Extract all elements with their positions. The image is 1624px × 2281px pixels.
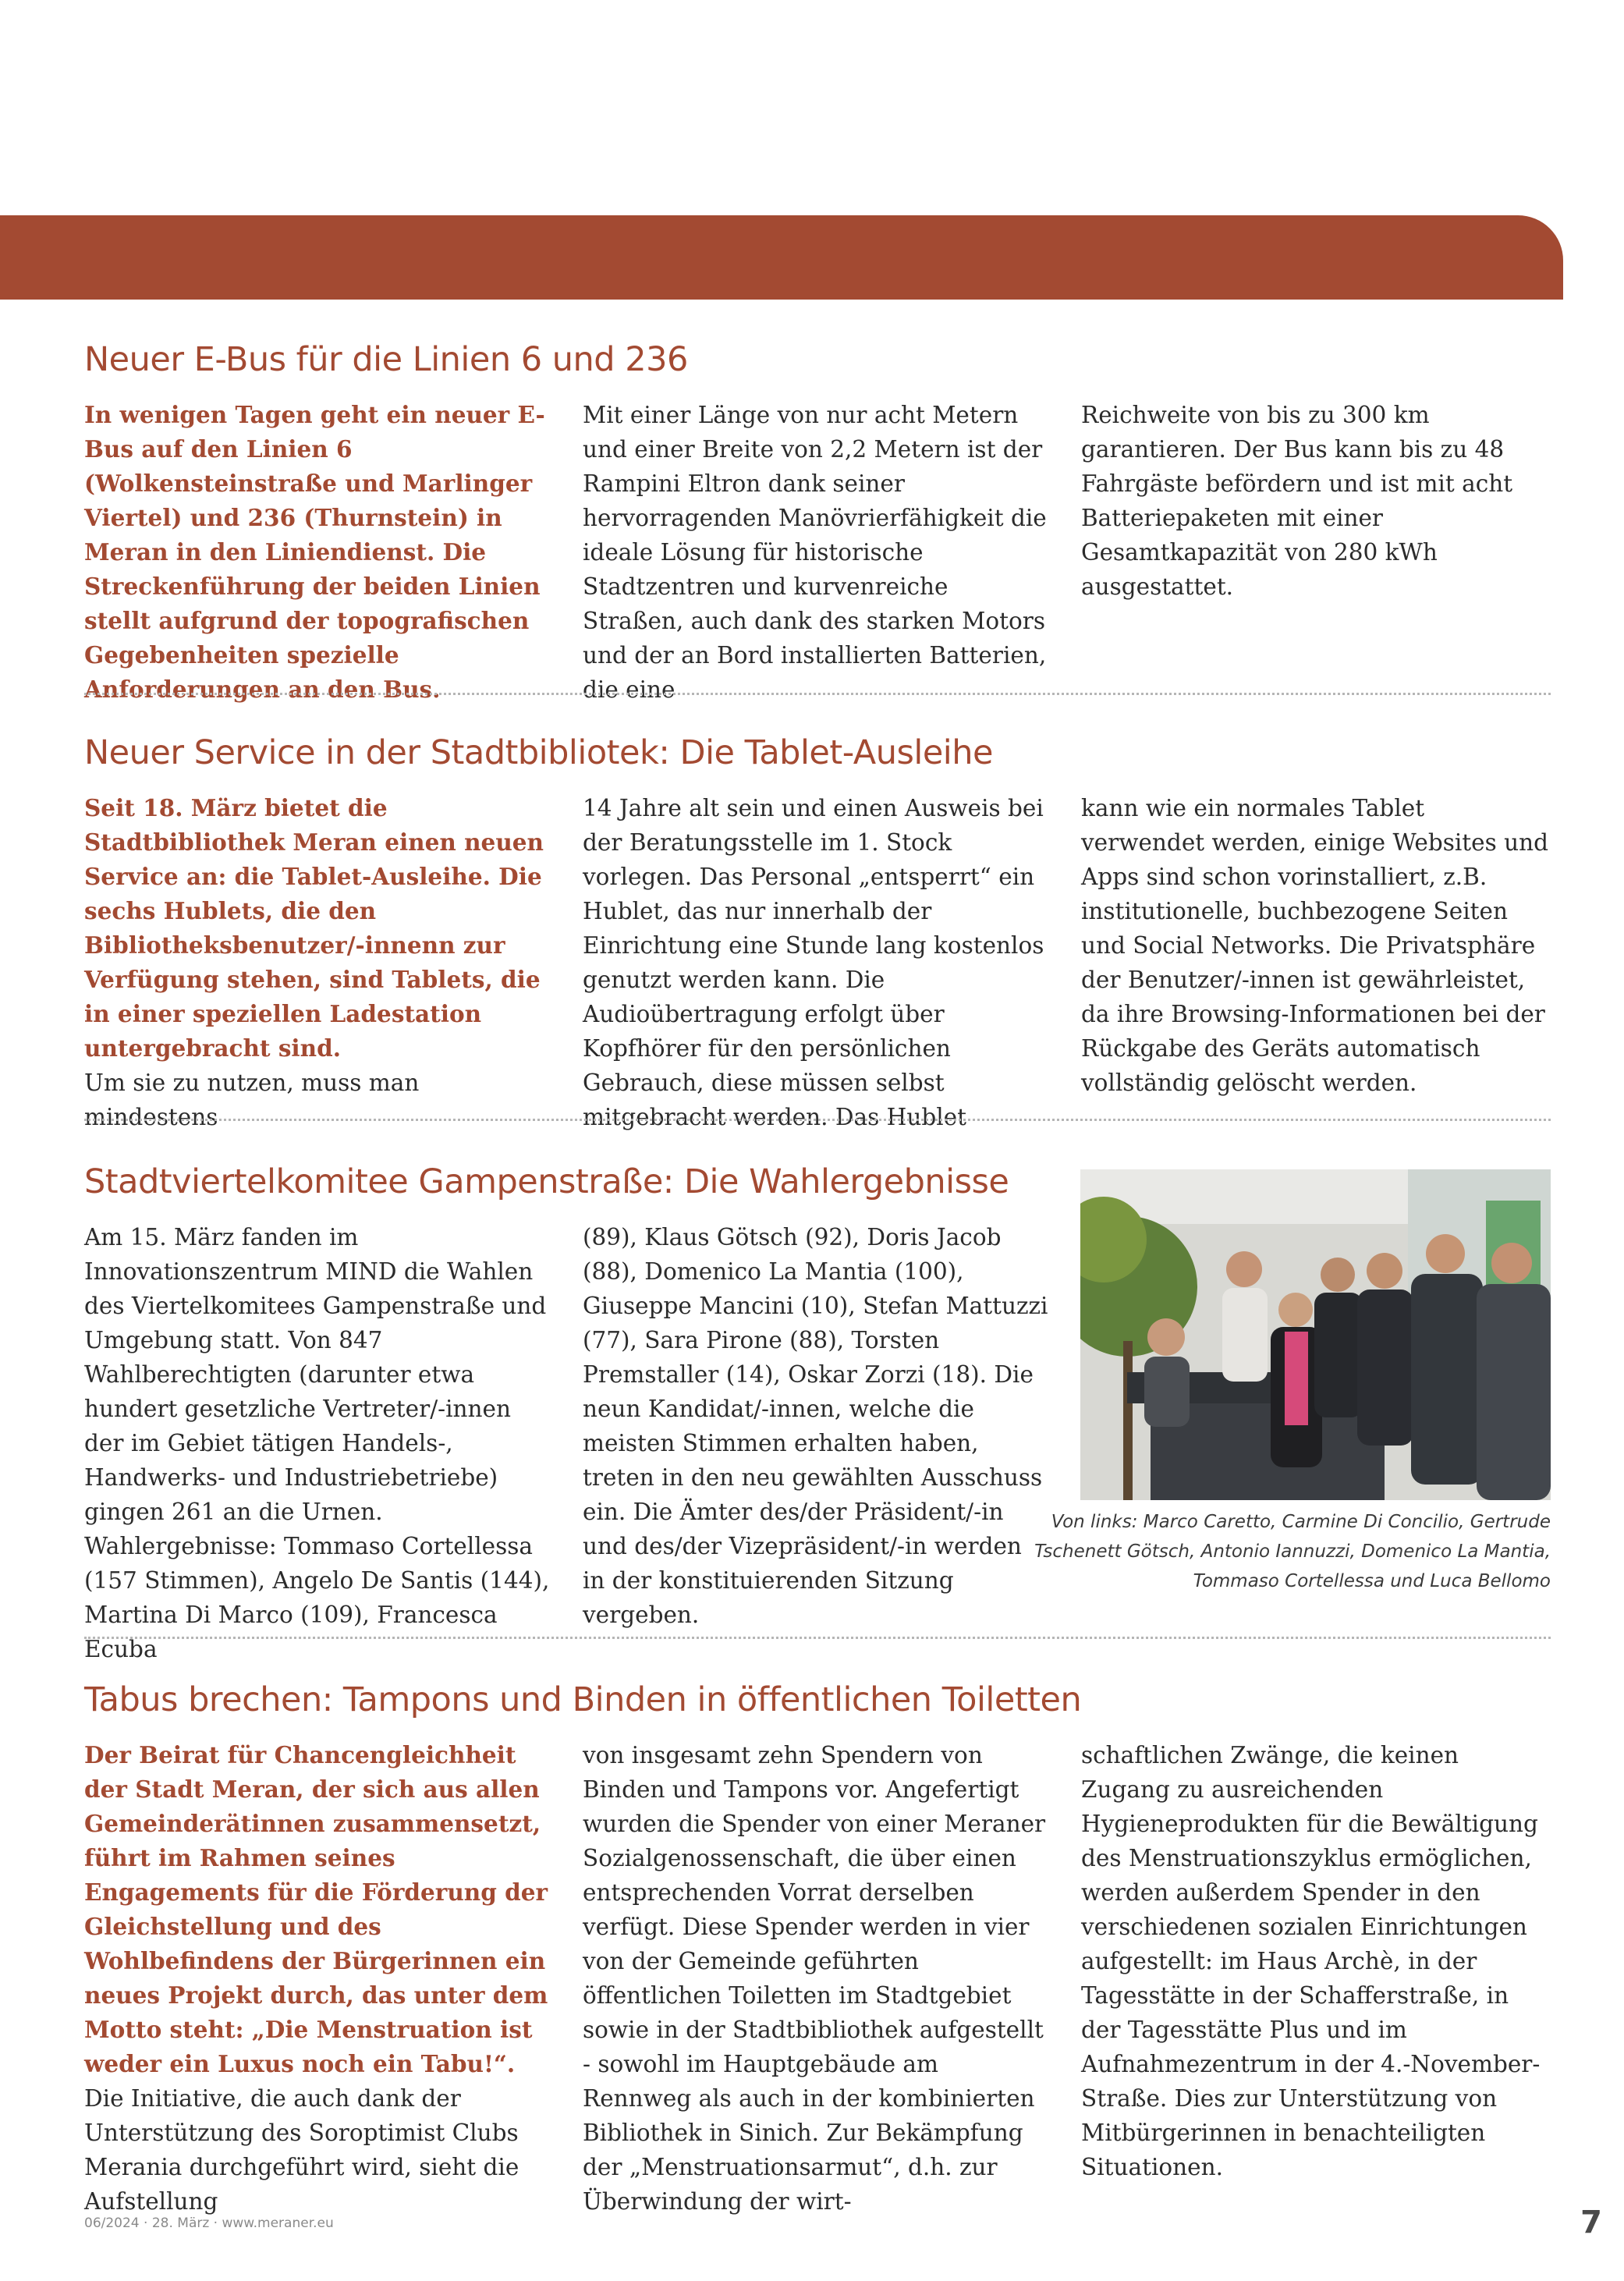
body-paragraph: kann wie ein normales Tablet verwendet werden, einige Websites und Apps sind schon vorinstalliert, z.B. institutionelle, buchbezogene Seiten und Social Networks. Die Privatsphäre der Benutzer/-innen ist gewährleistet, da ihre Browsing-Informationen bei der Rückgabe des Geräts automatisch vollständig gelöscht werden.: [1081, 795, 1549, 1096]
article-tabus-col3: [1081, 1738, 1549, 2184]
lead-paragraph: Der Beirat für Chancengleichheit der Stadt Meran, der sich aus allen Gemeinderätinnen zusammensetzt, führt im Rahmen seines Engagements für die Förderung der Gleichstellung und des Wohlbefindens der Bürgerinnen ein neues Projekt durch, das unter dem Motto steht: „Die Menstruation ist weder ein Luxus noch ein Tabu!“.: [84, 1741, 548, 2077]
article-ebus-col2: [583, 398, 1051, 707]
headline-ebus: Neuer E-Bus für die Linien 6 und 236: [84, 340, 688, 379]
body-paragraph: Wahlergebnisse: Tommaso Cortellessa (157 Stimmen), Angelo De Santis (144), Martina Di Marco (109), Francesca Ecuba: [84, 1533, 550, 1662]
lead-paragraph: Seit 18. März bietet die Stadtbibliothek Meran einen neuen Service an: die Tablet-Ausleihe. Die sechs Hublets, die den Bibliotheksbenutzer/-innenn zur Verfügung stehen, sind Tablets, die in einer speziellen Ladestation untergebracht sind.: [84, 794, 544, 1062]
photo-caption: Von links: Marco Caretto, Carmine Di Concilio, Gertrude Tschenett Götsch, Antonio Iannuzzi, Domenico La Mantia, Tommaso Cortellessa und Luca Bellomo: [1034, 1512, 1551, 1591]
body-paragraph: Mit einer Länge von nur acht Metern und einer Breite von 2,2 Metern ist der Rampini Eltron dank seiner hervorragenden Manövrierfähigkeit die ideale Lösung für historische Stadtzentren und kurvenreiche Straßen, auch dank des starken Motors und der an Bord installierten Batterien, die eine: [583, 402, 1047, 703]
article-tabus-col2: [583, 1738, 1051, 2219]
group-photo: [1080, 1169, 1551, 1500]
body-paragraph: schaftlichen Zwänge, die keinen Zugang zu ausreichenden Hygieneprodukten für die Bewältigung des Menstruationszyklus ermöglichen, werden außerdem Spender in den verschiedenen sozialen Einrichtungen aufgestellt: im Haus Archè, in der Tagesstätte in der Schafferstraße, in der Tagesstätte Plus und im Aufnahmezentrum in der 4.-November-Straße. Dies zur Unterstützung von Mitbürgerinnen in benachteiligten Situationen.: [1081, 1742, 1541, 2180]
body-paragraph: Um sie zu nutzen, muss man mindestens: [84, 1070, 420, 1130]
article-tabus-col1: [84, 1738, 552, 2219]
headline-wahl: Stadtviertelkomitee Gampenstraße: Die Wahlergebnisse: [84, 1162, 1009, 1201]
body-paragraph: von insgesamt zehn Spendern von Binden und Tampons vor. Angefertigt wurden die Spender von einer Meraner Sozialgenossenschaft, die über einen entsprechenden Vorrat derselben verfügt. Diese Spender werden in vier von der Gemeinde geführten öffentlichen Toiletten im Stadtgebiet sowie in der Stadtbibliothek aufgestellt - sowohl im Hauptgebäude am Rennweg als auch in der kombinierten Bibliothek in Sinich. Zur Bekämpfung der „Menstruationsarmut“, d.h. zur Überwindung der wirt-: [583, 1742, 1046, 2215]
header-banner: [0, 215, 1563, 300]
body-paragraph: (89), Klaus Götsch (92), Doris Jacob (88), Domenico La Mantia (100), Giuseppe Mancini (10), Stefan Mattuzzi (77), Sara Pirone (88), Torsten Premstaller (14), Oskar Zorzi (18). Die neun Kandidat/-innen, welche die meisten Stimmen erhalten haben, treten in den neu gewählten Ausschuss ein. Die Ämter des/der Präsident/-in und des/der Vizepräsident/-in werden in der konstituierenden Sitzung vergeben.: [583, 1224, 1048, 1628]
footer-text: 06/2024 · 28. März · www.meraner.eu: [84, 2215, 334, 2231]
article-ebus-col3: [1081, 398, 1549, 604]
article-tablet-col2: [583, 791, 1051, 1134]
body-paragraph: Die Initiative, die auch dank der Unterstützung des Soroptimist Clubs Merania durchgeführt wird, sieht die Aufstellung: [84, 2085, 519, 2215]
headline-tablet: Neuer Service in der Stadtbibliotek: Die Tablet-Ausleihe: [84, 733, 993, 772]
article-wahl-col2: [583, 1220, 1051, 1632]
section-divider: [84, 1637, 1551, 1639]
article-wahl-col1: [84, 1220, 552, 1666]
body-paragraph: Am 15. März fanden im Innovationszentrum MIND die Wahlen des Viertelkomitees Gampenstraße und Umgebung statt. Von 847 Wahlberechtigten (darunter etwa hundert gesetzliche Vertreter/-innen der im Gebiet tätigen Handels-, Handwerks- und Industriebetriebe) gingen 261 an die Urnen.: [84, 1224, 547, 1525]
lead-paragraph: In wenigen Tagen geht ein neuer E-Bus auf den Linien 6 (Wolkensteinstraße und Marlinger Viertel) und 236 (Thurnstein) in Meran in den Liniendienst. Die Streckenführung der beiden Linien stellt aufgrund der topografischen Gegebenheiten spezielle Anforderungen an den Bus.: [84, 401, 545, 703]
page-number: 7: [1580, 2205, 1602, 2240]
group-photo-illustration: [1080, 1169, 1551, 1500]
article-tablet-col3: [1081, 791, 1549, 1100]
headline-tabus: Tabus brechen: Tampons und Binden in öffentlichen Toiletten: [84, 1680, 1082, 1719]
section-divider: [84, 1119, 1551, 1121]
body-paragraph: 14 Jahre alt sein und einen Ausweis bei der Beratungsstelle im 1. Stock vorlegen. Das Personal „entsperrt“ ein Hublet, das nur innerhalb der Einrichtung eine Stunde lang kostenlos genutzt werden kann. Die Audioübertragung erfolgt über Kopfhörer für den persönlichen Gebrauch, diese müssen selbst mitgebracht werden. Das Hublet: [583, 795, 1044, 1130]
article-tablet-col1: [84, 791, 552, 1134]
article-ebus-col1: [84, 398, 552, 707]
body-paragraph: Reichweite von bis zu 300 km garantieren. Der Bus kann bis zu 48 Fahrgäste befördern und ist mit acht Batteriepaketen mit einer Gesamtkapazität von 280 kWh ausgestattet.: [1081, 402, 1513, 600]
section-divider: [84, 693, 1551, 695]
